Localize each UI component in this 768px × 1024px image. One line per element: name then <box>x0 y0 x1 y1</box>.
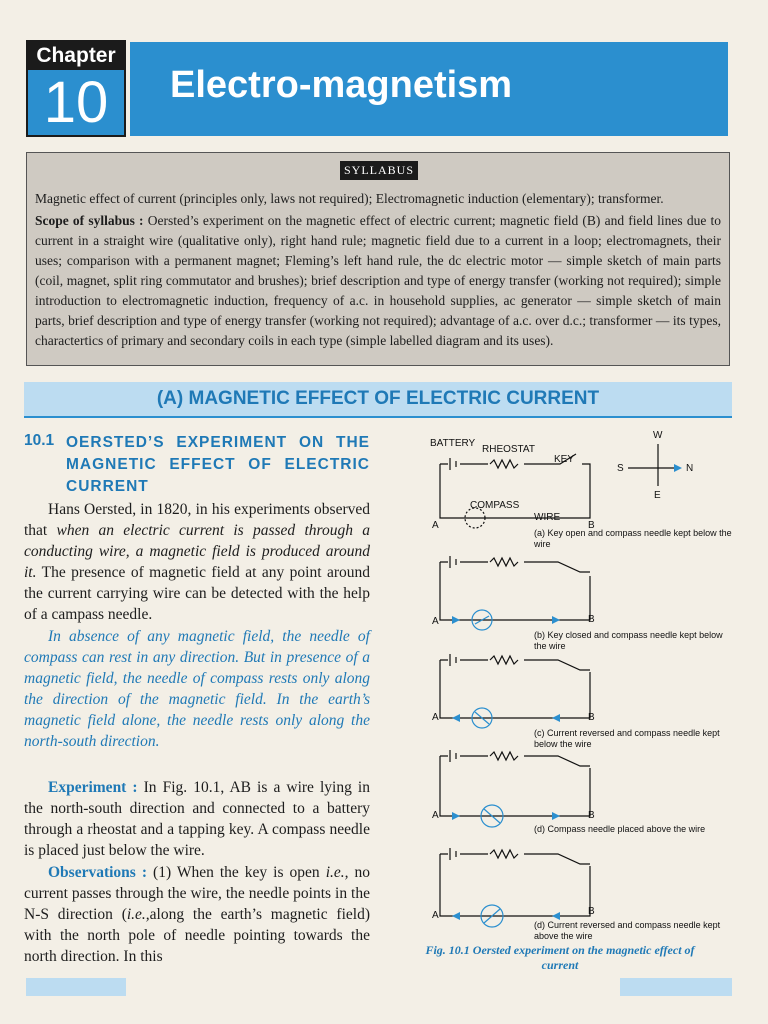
chapter-label: Chapter <box>28 42 124 70</box>
label-compass: COMPASS <box>470 500 520 511</box>
label-a-4: A <box>432 810 439 821</box>
label-a-3: A <box>432 712 439 723</box>
label-b-1: B <box>588 520 595 531</box>
label-rheostat: RHEOSTAT <box>482 444 535 455</box>
experiment-text: In Fig. 10.1, AB is a wire lying in the north-south direction and connected to a battery through a rheostat and a tapping key. A compass needle is placed just below the wire. <box>24 779 370 859</box>
caption-c: (c) Current reversed and compass needle kept below the wire <box>534 728 720 749</box>
caption-a: (a) Key open and compass needle kept below the wire <box>534 528 732 549</box>
label-b-2: B <box>588 614 595 625</box>
chapter-badge <box>26 40 126 137</box>
label-north: N <box>686 463 694 474</box>
obs-ie2: i.e., <box>126 906 150 923</box>
scope-text: Oersted’s experiment on the magnetic effect of electric current; magnetic field (B) and field lines due to current in a straight wire (qualitative only), right hand rule; magnetic field due to a current in a loop; electromagnets, their uses; comparison with a permanent magnet; Fleming’s left hand rule, the dc electric motor — simple sketch of main parts (coil, magnet, split ring commutator and brushes); brief description and type of energy transfer (working not required); simple introduction to electromagnetic induction, frequency of a.c. in household supplies, ac generator — simple sketch of main parts, brief description and type of energy transfer (working not required); advantage of a.c. over d.c.; transformer — its types, charactertics of primary and secondary coils in each type (simple labelled diagram and its uses). <box>35 213 721 348</box>
paragraph-needle: In absence of any magnetic field, the needle of compass can rest in any direction. But in presence of a magnetic field, the needle of compass rests only along the direction of the magnetic field. In the earth’s magnetic field alone, the needle rests only along the north-south direction. <box>24 628 370 750</box>
syllabus-box <box>26 152 730 366</box>
figure-diagrams <box>420 426 740 946</box>
footer-bar-right <box>620 978 732 996</box>
circuit-b <box>440 556 590 630</box>
circuit-a <box>440 454 590 528</box>
label-b-5: B <box>588 906 595 917</box>
figure-oersted <box>420 426 740 986</box>
obs-ie: i.e., <box>325 864 349 881</box>
scope-label: Scope of syllabus : <box>35 213 144 228</box>
section-title: OERSTED’S EXPERIMENT ON THE MAGNETIC EFFECT OF ELECTRIC CURRENT <box>66 434 370 495</box>
label-battery: BATTERY <box>430 438 476 449</box>
observations-label: Observations : <box>48 864 148 881</box>
obs-text-b: no current passes through the wire, the needle points in the N-S direction ( <box>24 864 371 923</box>
obs-text-a: (1) When the key is open <box>147 864 326 881</box>
chapter-number: 10 <box>43 70 109 135</box>
section-number: 10.1 <box>24 432 55 449</box>
p1-text-b: The presence of magnetic field at any point around the current carrying wire can be detected with the help of a campass needle. <box>24 564 370 623</box>
syllabus-summary: Magnetic effect of current (principles only, laws not required); Electromagnetic induction (elementary); transformer. <box>35 191 664 206</box>
label-west: W <box>653 430 663 441</box>
circuit-c <box>440 654 590 728</box>
syllabus-badge: SYLLABUS <box>340 161 418 180</box>
label-a-2: A <box>432 616 439 627</box>
obs-text-c: along the earth’s magnetic field) with the north pole of needle pointing towards the north direction. In this <box>24 906 370 965</box>
label-east: E <box>654 490 661 501</box>
label-b-3: B <box>588 712 595 723</box>
p1-italic: when an electric current is passed through a conducting wire, a magnetic field is produced around it. <box>24 522 370 581</box>
label-b-4: B <box>588 810 595 821</box>
paragraph-observations <box>24 862 370 967</box>
circuit-d <box>440 750 590 827</box>
label-a-5: A <box>432 910 439 921</box>
label-wire: WIRE <box>534 512 561 523</box>
paragraph-intro <box>24 499 370 625</box>
experiment-label: Experiment : <box>48 779 138 796</box>
label-south: S <box>617 463 624 474</box>
title-bar <box>130 42 728 136</box>
label-a-1: A <box>432 520 439 531</box>
p1-text-a: Hans Oersted, in 1820, in his experiments observed that <box>24 501 370 539</box>
syllabus-scope <box>35 211 721 351</box>
footer-bar-left <box>26 978 126 996</box>
label-key: KEY <box>554 454 575 465</box>
section-banner-text: (A) MAGNETIC EFFECT OF ELECTRIC CURRENT <box>156 388 600 409</box>
caption-b: (b) Key closed and compass needle kept below the wire <box>534 630 723 651</box>
paragraph-experiment <box>24 777 370 861</box>
caption-d: (d) Compass needle placed above the wire <box>534 824 706 834</box>
caption-e: (d) Current reversed and compass needle kept above the wire <box>534 920 721 941</box>
figure-caption: Fig. 10.1 Oersted experiment on the magnetic effect of current <box>425 943 695 972</box>
chapter-title: Electro-magnetism <box>170 64 513 106</box>
circuit-e <box>440 848 590 927</box>
section-banner <box>24 382 732 418</box>
